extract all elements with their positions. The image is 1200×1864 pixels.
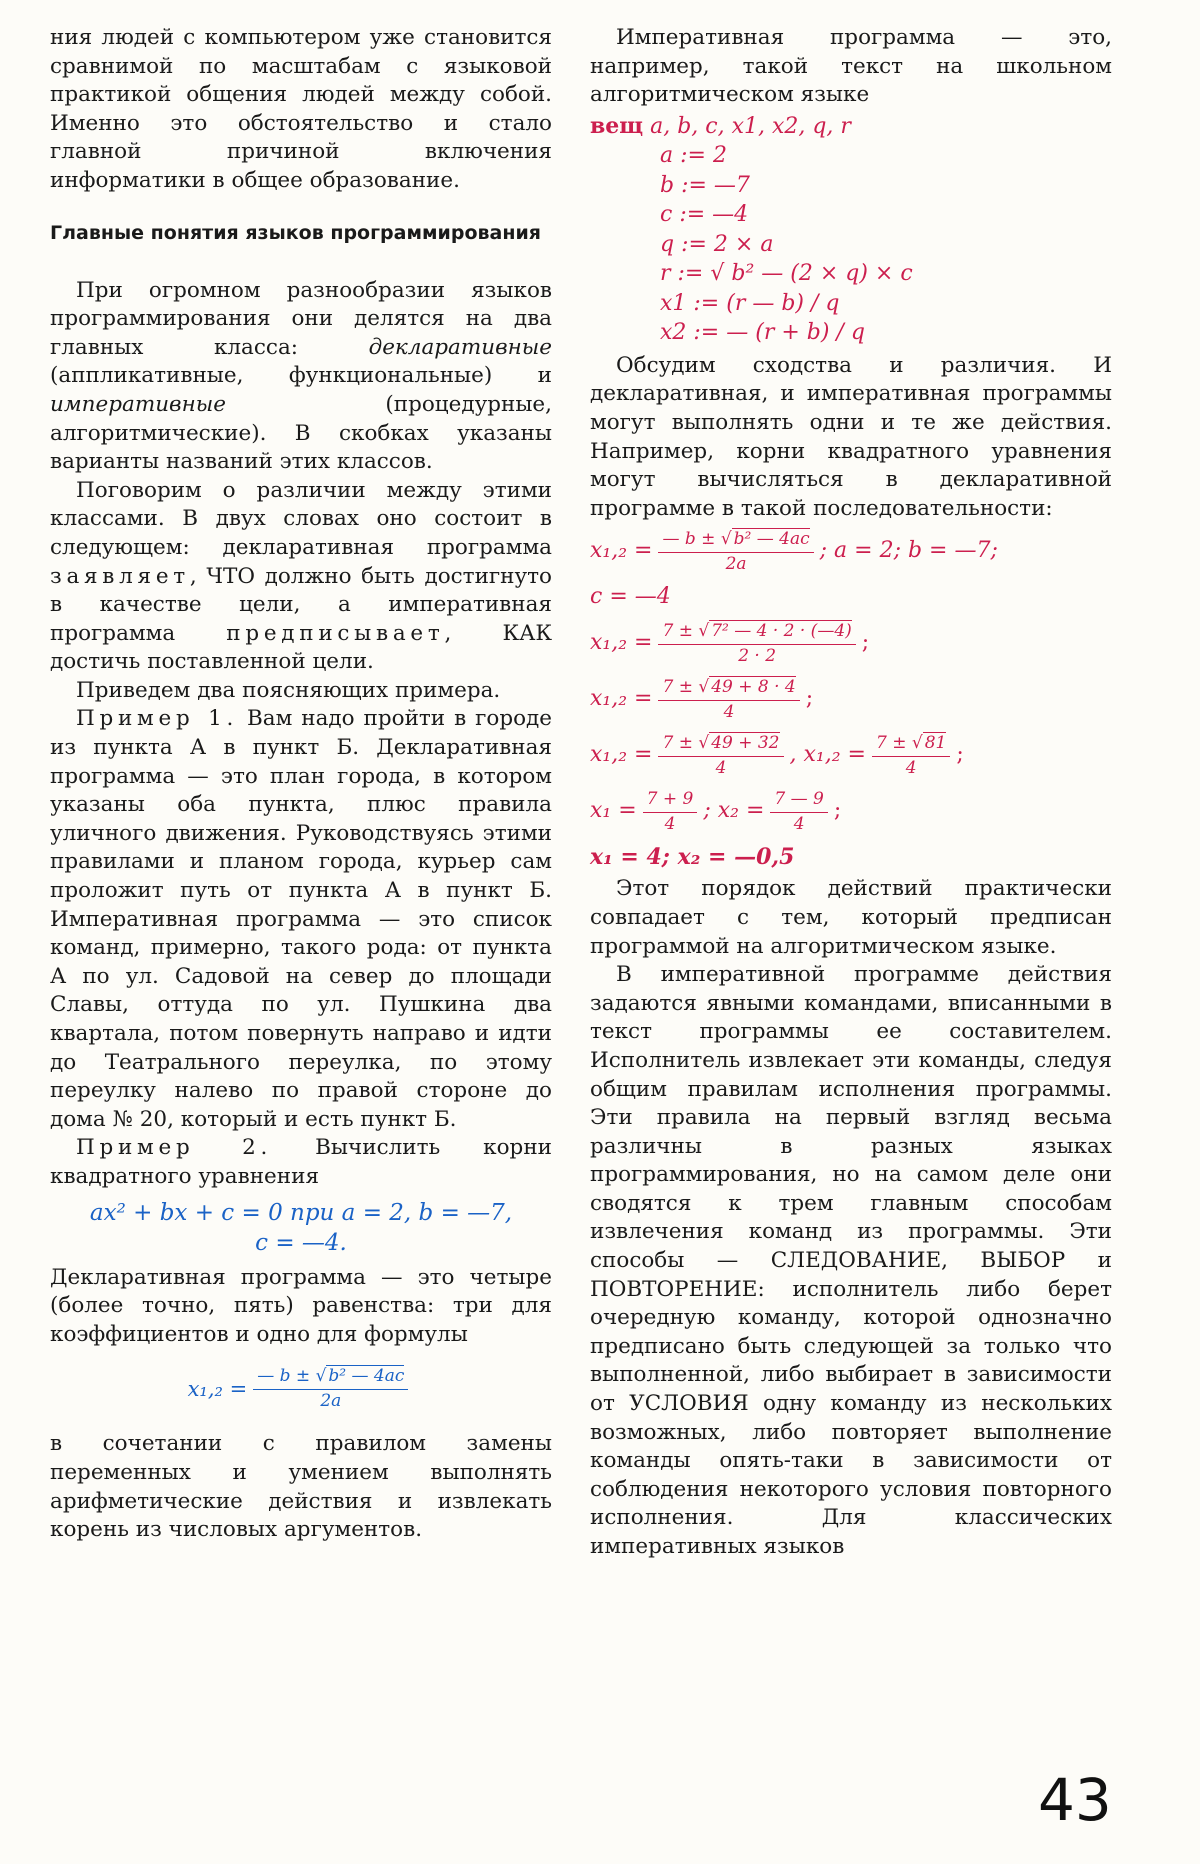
paragraph-intro: ния людей с компьютером уже становится сравнимой по масштабам с языковой практикой общения людей между собой. Именно это обстоятельство и стало главной причиной включения информатики в общее образование.	[50, 25, 552, 193]
calc-step-3: x₁,₂ = $\frac{\text{7 ± √ 7² — 4 · 2 · (—4)}}{2 \cdot 2}$ ;	[590, 620, 870, 666]
program-line: r := √ b² — (2 × q) × c	[660, 261, 913, 287]
term-declarative: декларативные	[368, 334, 552, 360]
paragraph-examples-intro: Приведем два поясняющих примера.	[76, 677, 501, 703]
left-column	[50, 24, 552, 1545]
program-line: a := 2	[660, 143, 727, 169]
program-line: q := 2 × a	[660, 231, 774, 257]
paragraph-comparison: Обсудим сходства и различия. И декларативная, и императивная программы могут выполнять одни и те же действия. Например, корни квадратного уравнения могут вычисляться в декларативной программе в такой последовательности:	[590, 352, 1112, 521]
calc-step-1: x₁,₂ = $\frac{\text{— b ± √ b² — 4ac}}{2a}$ ; a = 2; b = —7;	[590, 528, 998, 574]
program-line: x1 := (r — b) / q	[660, 290, 840, 316]
equation-quadratic: ax² + bx + c = 0 при a = 2, b = —7, c = —4.	[89, 1199, 513, 1256]
paragraph-classes: При огромном разнообразии языков программирования они делятся на два главных класса: декларативные (аппликативные, функциональные) и императивные (процедурные, алгоритмические). В скобках указаны варианты названий этих классов.	[50, 277, 552, 475]
calc-step-4: x₁,₂ = $\frac{7 \pm √ 49 + 8 \cdot 4}{4}$ ;	[590, 676, 814, 722]
calc-step-7: x₁ = 4; x₂ = —0,5	[590, 844, 795, 871]
calc-step-2: c = —4	[590, 584, 671, 610]
formula-roots: x₁,₂ = $\frac{\text{— b ± √ b² — 4ac}}{2a}$	[50, 1365, 552, 1412]
paragraph-commands: В императивной программе действия задаются явными командами, вписанными в текст программы ее составителем. Исполнитель извлекает эти команды, следуя общим правилам исполнения программы. Эти правила на первый взгляд весьма различны в разных языках программирования, но на самом деле они сводятся к трем главным способам извлечения команд из программы. Эти способы — СЛЕДОВАНИЕ, ВЫБОР и ПОВТОРЕНИЕ: исполнитель либо берет очередную команду, которой однозначно предписано быть следующей за только что выполненной, либо выбирает в зависимости от УСЛОВИЯ одну команду из нескольких возможных, либо повторяет выполнение команды опять-таки в зависимости от соблюдения некоторого условия повторного исполнения. Для классических императивных языков	[590, 962, 1112, 1559]
program-line: b := —7	[660, 172, 750, 198]
paragraph-difference: Поговорим о различии между этими классами. В двух словах оно состоит в следующем: декларативная программа заявляет, ЧТО должно быть достигнуто в качестве цели, а императивная программа предписывает, КАК достичь поставленной цели.	[50, 477, 553, 675]
paragraph-combination: в сочетании с правилом замены переменных и умением выполнять арифметические действия и извлекать корень из числовых аргументов.	[50, 1431, 552, 1543]
program-line: c := —4	[660, 202, 749, 228]
term-imperative: императивные	[50, 391, 226, 417]
paragraph-imperative-example: Императивная программа — это, например, такой текст на школьном алгоритмическом языке	[590, 25, 1112, 108]
paragraph-example-2: Пример 2. Вычислить корни квадратного уравнения	[50, 1135, 552, 1189]
calc-step-5: x₁,₂ = $\frac{7 \pm √ 49 + 32}{4}$ , x₁,₂ = $\frac{7 \pm √ 81}{4}$ ;	[590, 732, 964, 778]
section-heading: Главные понятия языков программирования	[50, 221, 541, 244]
right-column	[590, 24, 1112, 1562]
paragraph-declarative-program: Декларативная программа — это четыре (более точно, пять) равенства: три для коэффициентов и одно для формулы	[50, 1264, 552, 1347]
paragraph-order: Этот порядок действий практически совпадает с тем, который предписан программой на алгоритмическом языке.	[590, 876, 1112, 959]
program-line: x2 := — (r + b) / q	[660, 320, 865, 346]
calc-step-6: x₁ = $\frac{7 + 9}{4}$ ; x₂ = $\frac{7 — 9}{4}$ ;	[590, 788, 842, 834]
keyword-vesch: вещ	[590, 112, 644, 139]
calculation-sequence	[590, 523, 1112, 875]
algorithm-program: вещ a, b, c, x1, x2, q, r a := 2 b := —7 c := —4 q := 2 × a r := √ b² — (2 × q) × c x1 := (r — b) / q x2 := — (r + b) / q	[590, 112, 1112, 348]
paragraph-example-1: Пример 1. Вам надо пройти в городе из пункта А в пункт Б. Декларативная программа — это план города, в котором указаны оба пункта, плюс правила уличного движения. Руководствуясь этими правилами и планом города, курьер сам проложит путь от пункта А в пункт Б. Императивная программа — это список команд, примерно, такого рода: от пункта А по ул. Садовой на север до площади Славы, оттуда по ул. Пушкина два квартала, потом повернуть направо и идти до Театрального переулка, по этому переулку налево по правой стороне до дома № 20, который и есть пункт Б.	[50, 706, 552, 1132]
page-number: 43	[1038, 1766, 1112, 1834]
